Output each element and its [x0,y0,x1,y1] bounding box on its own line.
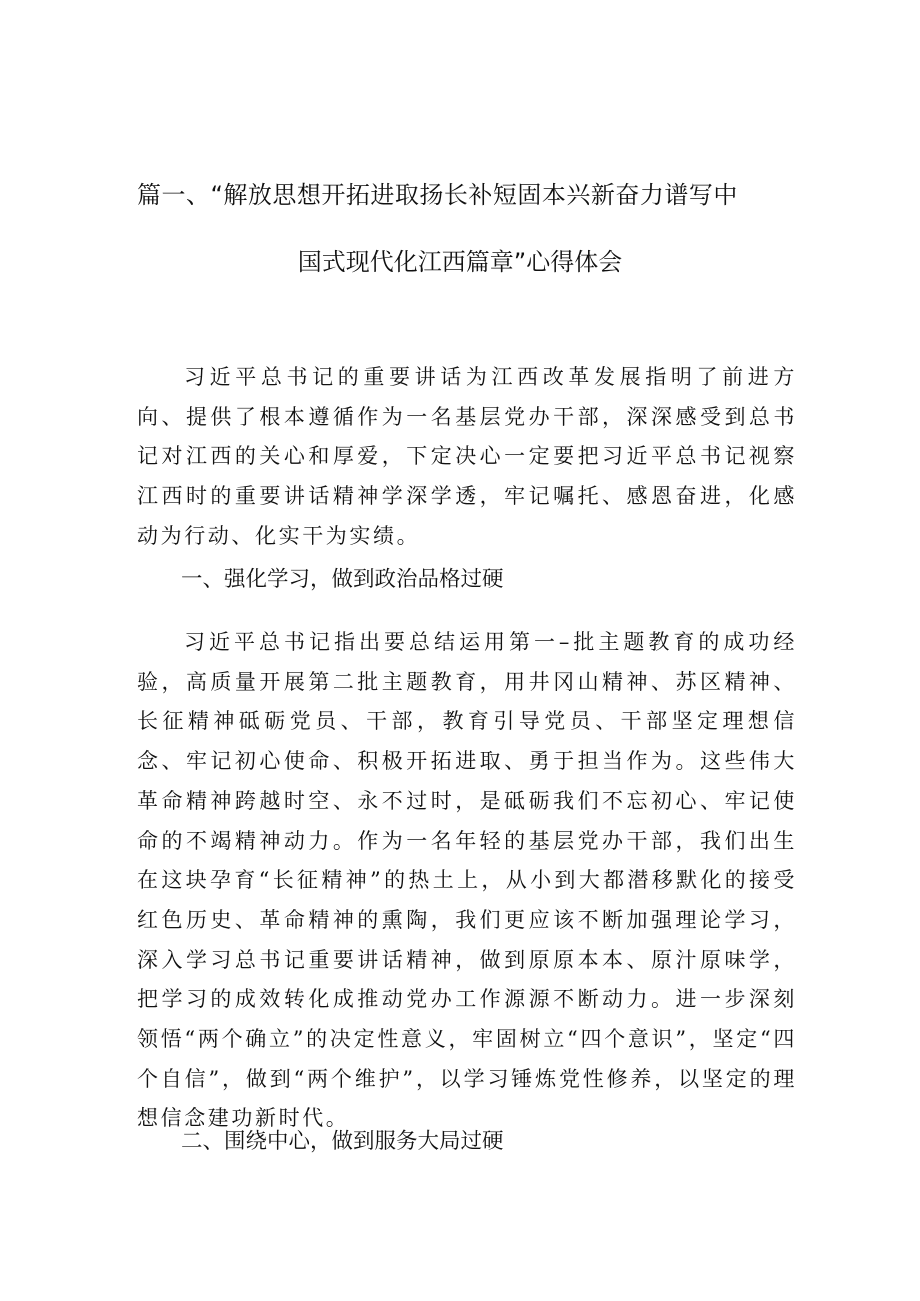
section-heading-1: 一、强化学习，做到政治品格过硬 [181,567,504,592]
intro-paragraph: 习近平总书记的重要讲话为江西改革发展指明了前进方向、提供了根本遵循作为一名基层党办干部，深深感受到总书记对江西的关心和厚爱，下定决心一定要把习近平总书记视察江西时的重要讲话精神学深学透，牢记嘱托、感恩奋进，化感动为行动、化实干为实绩。 [137,365,797,548]
document-title-line-1: 篇一、“解放思想开拓进取扬长补短固本兴新奋力谱写中 [137,181,738,209]
section-heading-2: 二、围绕中心，做到服务大局过硬 [181,1129,504,1154]
document-title-line-2: 国式现代化江西篇章”心得体会 [297,248,623,276]
section-paragraph-1: 习近平总书记指出要总结运用第一–批主题教育的成功经验，高质量开展第二批主题教育，用井冈山精神、苏区精神、长征精神砥砺党员、干部，教育引导党员、干部坚定理想信念、牢记初心使命、积极开拓进取、勇于担当作为。这些伟大革命精神跨越时空、永不过时，是砥砺我们不忘初心、牢记使命的不竭精神动力。作为一名年轻的基层党办干部，我们出生在这块孕育“长征精神”的热土上，从小到大都潜移默化的接受红色历史、革命精神的熏陶，我们更应该不断加强理论学习，深入学习总书记重要讲话精神，做到原原本本、原汁原味学，把学习的成效转化成推动党办工作源源不断动力。进一步深刻领悟“两个确立”的决定性意义，牢固树立“四个意识”，坚定“四个自信”，做到“两个维护”，以学习锤炼党性修养，以坚定的理想信念建功新时代。 [137,630,797,1131]
